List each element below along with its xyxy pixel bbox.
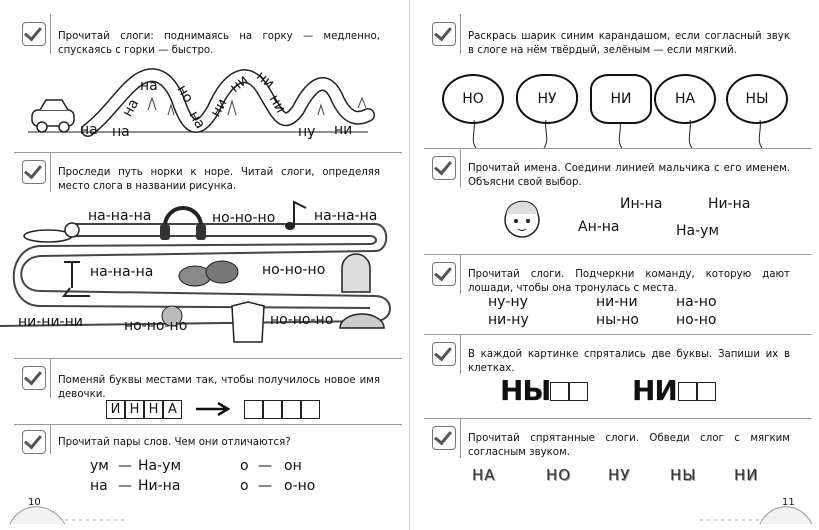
path-syllables: ни-ни-ни xyxy=(18,314,83,330)
letter-box: Н xyxy=(125,400,144,419)
burrow-icon xyxy=(340,314,384,328)
syllable-pair[interactable]: ни-ни xyxy=(596,294,638,310)
syllable: на xyxy=(185,108,209,132)
pair-word: ум xyxy=(90,458,109,474)
left-page xyxy=(0,0,409,530)
syllable: ни xyxy=(226,72,252,96)
path-syllables: но-но-но xyxy=(270,312,334,328)
divider xyxy=(14,358,402,359)
syllable: на xyxy=(140,78,158,94)
music-note-icon xyxy=(285,202,306,230)
name: Ни-на xyxy=(708,196,751,212)
name: На-ум xyxy=(676,223,720,239)
hidden-syllable[interactable]: НИ xyxy=(734,466,759,484)
answer-cell[interactable] xyxy=(282,400,301,419)
task-instruction: Прочитай спрятанные слоги. Обведи слог с мягким согласным звуком. xyxy=(468,433,790,458)
balloon-heart[interactable]: НУ xyxy=(516,74,578,124)
hidden-letters-picture: НЫ xyxy=(500,374,551,407)
divider xyxy=(424,334,812,335)
task-instruction: Поменяй буквы местами так, чтобы получилось новое имя девочки. xyxy=(58,375,380,400)
task-instruction: Прочитай пары слов. Чем они отличаются? xyxy=(58,437,291,448)
hidden-syllable[interactable]: НА xyxy=(472,466,496,484)
car-icon xyxy=(32,100,74,132)
pair-dash: — xyxy=(258,458,272,474)
pair-dash: — xyxy=(118,478,132,494)
hidden-syllable[interactable]: НО xyxy=(546,466,572,484)
answer-cell[interactable] xyxy=(550,382,569,401)
checkmark-icon xyxy=(432,156,456,180)
pair-word: о xyxy=(240,458,249,474)
boy-face-icon xyxy=(498,194,546,244)
right-page xyxy=(410,0,819,530)
syllable-pair[interactable]: ны-но xyxy=(596,312,639,328)
divider xyxy=(460,334,461,374)
pair-word: На-ум xyxy=(138,458,182,474)
pair-dash: — xyxy=(258,478,272,494)
balloon[interactable]: НЫ xyxy=(726,74,788,124)
hidden-syllable[interactable]: НЫ xyxy=(670,466,697,484)
task-instruction: Прочитай имена. Соедини линией мальчика с его именем. Объясни свой выбор. xyxy=(468,163,790,188)
checkmark-icon xyxy=(432,426,456,450)
checkmark-icon xyxy=(22,160,46,184)
syllable: ни xyxy=(252,68,278,92)
task-instruction: Прочитай слоги. Подчеркни команду, которую дают лошади, чтобы она тронулась с места. xyxy=(468,269,790,294)
checkmark-icon xyxy=(22,22,46,46)
letter-box: И xyxy=(106,400,125,419)
syllable: ну xyxy=(298,124,316,140)
divider xyxy=(50,358,51,398)
mink-icon xyxy=(24,223,79,242)
divider xyxy=(50,14,51,54)
hidden-syllable[interactable]: НУ xyxy=(608,466,631,484)
task-instruction: Раскрась шарик синим карандашом, если согласный звук в слоге на нём твёрдый, зелёным — если мягкий. xyxy=(468,31,790,56)
divider xyxy=(50,152,51,192)
divider xyxy=(460,14,461,54)
arrow-right-icon xyxy=(196,402,236,416)
pair-word: о xyxy=(240,478,249,494)
path-syllables: но-но-но xyxy=(262,262,326,278)
raccoons-icon xyxy=(179,261,238,286)
path-syllables: на-на-на xyxy=(90,264,154,280)
syllable: ни xyxy=(334,122,353,138)
syllable-pair[interactable]: на-но xyxy=(676,294,717,310)
divider xyxy=(14,152,402,153)
divider xyxy=(50,424,51,454)
divider xyxy=(424,148,812,149)
checkmark-icon xyxy=(432,262,456,286)
pair-dash: — xyxy=(118,458,132,474)
task-instruction: В каждой картинке спрятались две буквы. Запиши их в клетках. xyxy=(468,349,790,374)
divider xyxy=(14,424,402,425)
path-syllables: но-но-но xyxy=(212,210,276,226)
checkmark-icon xyxy=(432,22,456,46)
thimble-icon xyxy=(342,254,370,292)
balloon-wavy[interactable]: НИ xyxy=(590,74,652,124)
syllable: ни xyxy=(207,96,231,120)
answer-cell[interactable] xyxy=(301,400,320,419)
page-number: 11 xyxy=(782,497,795,508)
answer-cell[interactable] xyxy=(244,400,263,419)
syllable: на xyxy=(112,124,130,140)
syllable: на xyxy=(119,96,143,120)
divider xyxy=(424,418,812,419)
pair-word: он xyxy=(284,458,302,474)
answer-cell[interactable] xyxy=(569,382,588,401)
page-corner-decoration xyxy=(700,494,815,528)
checkmark-icon xyxy=(432,342,456,366)
kimono-icon xyxy=(232,302,264,342)
hill-road-illustration xyxy=(28,60,388,155)
syllable-pair[interactable]: ни-ну xyxy=(488,312,529,328)
path-syllables: но-но-но xyxy=(124,318,188,334)
divider xyxy=(460,254,461,294)
divider xyxy=(424,254,812,255)
syllable: но xyxy=(173,82,197,106)
letter-box: А xyxy=(163,400,182,419)
divider xyxy=(460,148,461,188)
name: Ан-на xyxy=(578,219,620,235)
checkmark-icon xyxy=(22,430,46,454)
letter-box: Н xyxy=(144,400,163,419)
checkmark-icon xyxy=(22,366,46,390)
answer-cell[interactable] xyxy=(678,382,697,401)
name: Ин-на xyxy=(620,196,663,212)
path-syllables: на-на-на xyxy=(88,208,152,224)
task-instruction: Проследи путь норки к норе. Читай слоги, определяя место слога в названии рисунка. xyxy=(58,167,380,192)
syllable: ни xyxy=(265,92,289,116)
answer-cell[interactable] xyxy=(263,400,282,419)
answer-cell[interactable] xyxy=(697,382,716,401)
syllable: на xyxy=(80,122,98,138)
pair-word: Ни-на xyxy=(138,478,181,494)
path-syllables: на-на-на xyxy=(314,208,378,224)
syllable-pair[interactable]: но-но xyxy=(676,312,717,328)
pair-word: на xyxy=(90,478,108,494)
page-number: 10 xyxy=(28,497,41,508)
divider xyxy=(460,418,461,458)
hidden-letters-picture: НИ xyxy=(632,374,677,407)
task-instruction: Прочитай слоги: поднимаясь на горку — медленно, спускаясь с горки — быстро. xyxy=(58,31,380,56)
syllable-pair[interactable]: ну-ну xyxy=(488,294,528,310)
pair-word: о-но xyxy=(284,478,316,494)
balloon[interactable]: НО xyxy=(442,74,504,124)
balloon[interactable]: НА xyxy=(654,74,716,124)
